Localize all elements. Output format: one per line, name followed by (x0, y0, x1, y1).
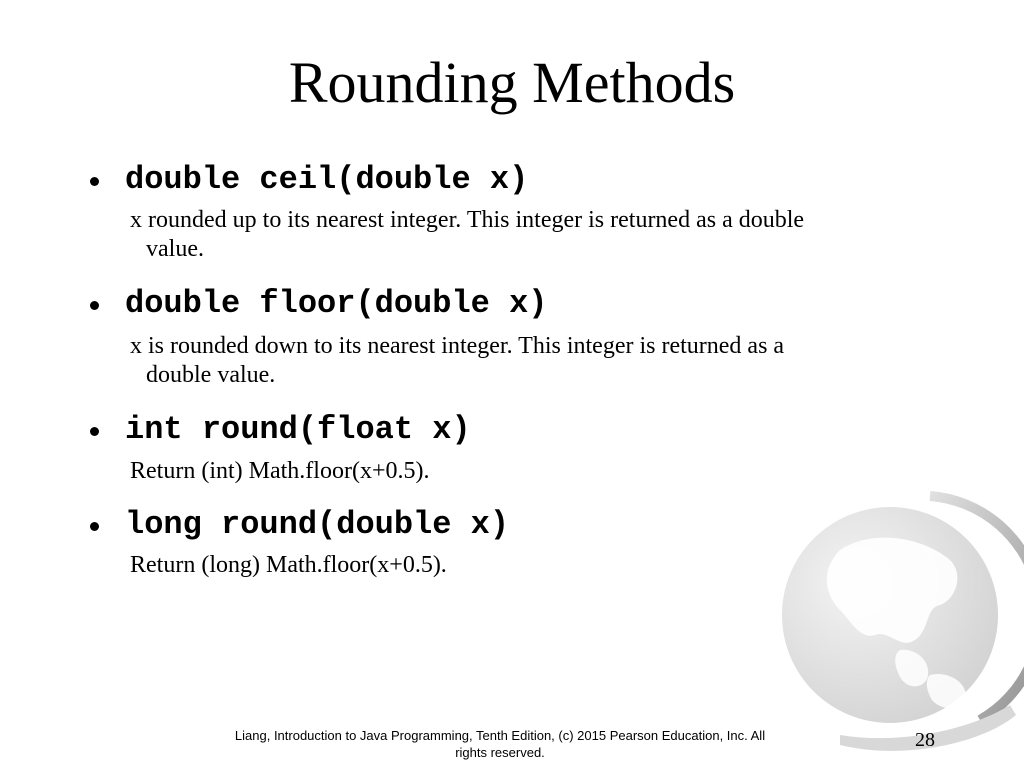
footer-line: Liang, Introduction to Java Programming, Tenth Edition, (c) 2015 Pearson Education, Inc. All (234, 728, 766, 743)
footer-copyright (200, 727, 800, 761)
description-line: x rounded up to its nearest integer. This integer is returned as a double (130, 207, 805, 233)
description-line: Return (int) Math.floor(x+0.5). (130, 458, 430, 484)
bullet-dot-icon (90, 427, 99, 436)
method-signature: long round(double x) (125, 506, 510, 543)
description-line: Return (long) Math.floor(x+0.5). (130, 552, 447, 578)
method-signature: int round(float x) (125, 411, 471, 448)
description-line: x is rounded down to its nearest integer. This integer is returned as a (130, 333, 785, 359)
method-description (130, 332, 950, 390)
method-description (130, 206, 950, 264)
description-line: value. (146, 236, 204, 262)
bullet-dot-icon (90, 177, 99, 186)
description-line: double value. (146, 362, 276, 388)
footer-line: rights reserved. (455, 745, 545, 760)
method-signature: double floor(double x) (125, 285, 548, 322)
slide-title: Rounding Methods (288, 50, 736, 115)
bullet-dot-icon (90, 301, 99, 310)
method-description (130, 457, 950, 486)
method-signature: double ceil(double x) (125, 161, 529, 198)
bullet-dot-icon (90, 522, 99, 531)
globe-icon (780, 490, 1024, 768)
page-number: 28 (915, 729, 935, 751)
